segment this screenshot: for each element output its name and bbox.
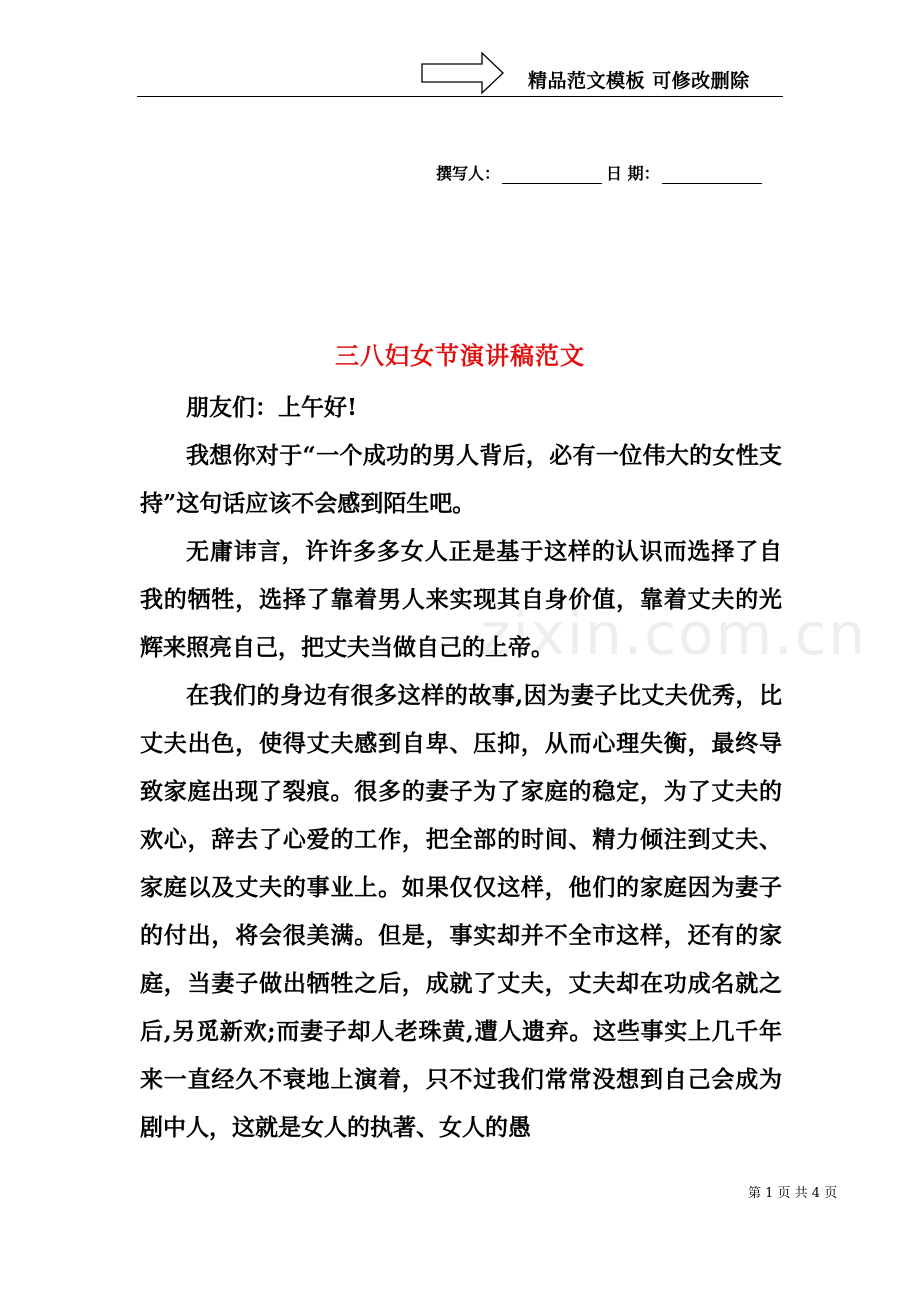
page-number: 第 1 页 共 4 页 <box>748 1186 838 1201</box>
document-body <box>140 384 782 1152</box>
greeting-paragraph: 朋友们：上午好! <box>186 394 358 421</box>
header-divider <box>137 96 783 97</box>
body-paragraph: 我想你对于“一个成功的男人背后，必有一位伟大的女性支持”这句话应该不会感到陌生吧。 <box>140 442 782 517</box>
document-title: 三八妇女节演讲稿范文 <box>335 341 585 370</box>
meta-line <box>436 160 762 184</box>
date-label: 日 期： <box>606 164 660 183</box>
date-field[interactable] <box>662 165 762 184</box>
author-label: 撰写人： <box>436 164 501 183</box>
header-banner-text: 精品范文模板 可修改删除 <box>528 70 750 92</box>
body-paragraph: 无庸讳言，许许多多女人正是基于这样的认识而选择了自我的牺牲，选择了靠着男人来实现其自身价值，靠着丈夫的光辉来照亮自己，把丈夫当做自己的上帝。 <box>140 538 782 661</box>
body-paragraph: 在我们的身边有很多这样的故事,因为妻子比丈夫优秀，比丈夫出色，使得丈夫感到自卑、压抑，从而心理失衡，最终导致家庭出现了裂痕。很多的妻子为了家庭的稳定，为了丈夫的欢心，辞去了心爱的工作，把全部的时间、精力倾注到丈夫、家庭以及丈夫的事业上。如果仅仅这样，他们的家庭因为妻子的付出，将会很美满。但是，事实却并不全市这样，还有的家庭，当妻子做出牺牲之后，成就了丈夫，丈夫却在功成名就之后,另觅新欢;而妻子却人老珠黄,遭人遗弃。这些事实上几千年来一直经久不衰地上演着，只不过我们常常没想到自己会成为剧中人，这就是女人的执著、女人的愚 <box>140 682 782 1141</box>
right-arrow-icon <box>420 50 506 96</box>
watermark: zixin.com.cn <box>480 600 868 668</box>
author-field[interactable] <box>502 165 602 184</box>
